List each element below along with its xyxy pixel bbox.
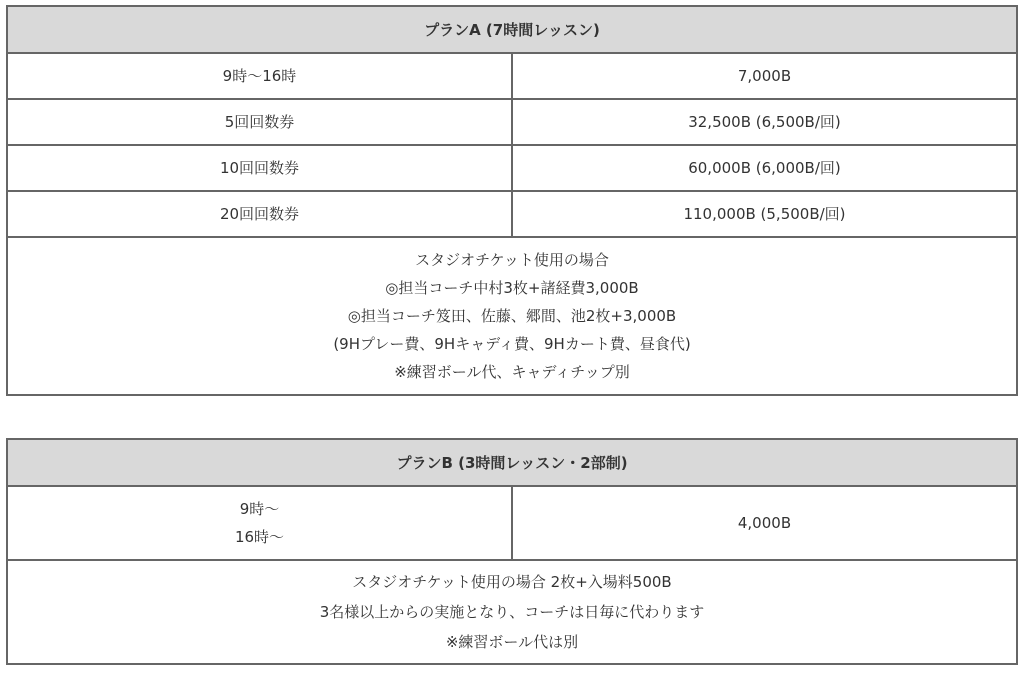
plan-a-row-price: 32,500B (6,500B/回) bbox=[512, 99, 1017, 145]
plan-b-note-line: ※練習ボール代は別 bbox=[445, 633, 579, 651]
table-row bbox=[7, 191, 1017, 237]
table-row bbox=[7, 99, 1017, 145]
table-row bbox=[7, 53, 1017, 99]
plan-a-note-line: スタジオチケット使用の場合 bbox=[415, 251, 609, 269]
plan-b-table bbox=[6, 438, 1018, 665]
plan-b-time: 16時〜 bbox=[234, 528, 285, 546]
plan-a-note-line: ◎担当コーチ中村3枚+諸経費3,000B bbox=[385, 279, 639, 297]
plan-a-row-label: 5回回数券 bbox=[7, 99, 512, 145]
plan-b-times bbox=[7, 486, 512, 560]
plan-a-title: プランA (7時間レッスン) bbox=[7, 6, 1017, 53]
plan-b-notes-row bbox=[7, 560, 1017, 664]
plan-b-note-line: 3名様以上からの実施となり、コーチは日毎に代わります bbox=[319, 603, 705, 621]
plan-a-row-label: 10回回数券 bbox=[7, 145, 512, 191]
plan-a-notes-row bbox=[7, 237, 1017, 395]
plan-a-note-line: ※練習ボール代、キャディチップ別 bbox=[394, 363, 630, 381]
plan-b-time: 9時〜 bbox=[239, 500, 280, 518]
plan-b-price: 4,000B bbox=[512, 486, 1017, 560]
table-row bbox=[7, 486, 1017, 560]
plan-a-row-price: 7,000B bbox=[512, 53, 1017, 99]
plan-a-table bbox=[6, 5, 1018, 396]
plan-b-title: プランB (3時間レッスン・2部制) bbox=[7, 439, 1017, 486]
plan-a-row-price: 110,000B (5,500B/回) bbox=[512, 191, 1017, 237]
plan-a-row-label: 9時〜16時 bbox=[7, 53, 512, 99]
plan-b-note-line: スタジオチケット使用の場合 2枚+入場料500B bbox=[352, 573, 672, 591]
plan-a-note-line: ◎担当コーチ笈田、佐藤、郷間、池2枚+3,000B bbox=[347, 307, 677, 325]
plan-b-notes bbox=[7, 560, 1017, 664]
plan-a-row-label: 20回回数券 bbox=[7, 191, 512, 237]
plan-a-note-line: (9Hプレー費、9Hキャディ費、9Hカート費、昼食代) bbox=[333, 335, 691, 353]
plan-a-row-price: 60,000B (6,000B/回) bbox=[512, 145, 1017, 191]
plan-a-notes bbox=[7, 237, 1017, 395]
table-row bbox=[7, 145, 1017, 191]
